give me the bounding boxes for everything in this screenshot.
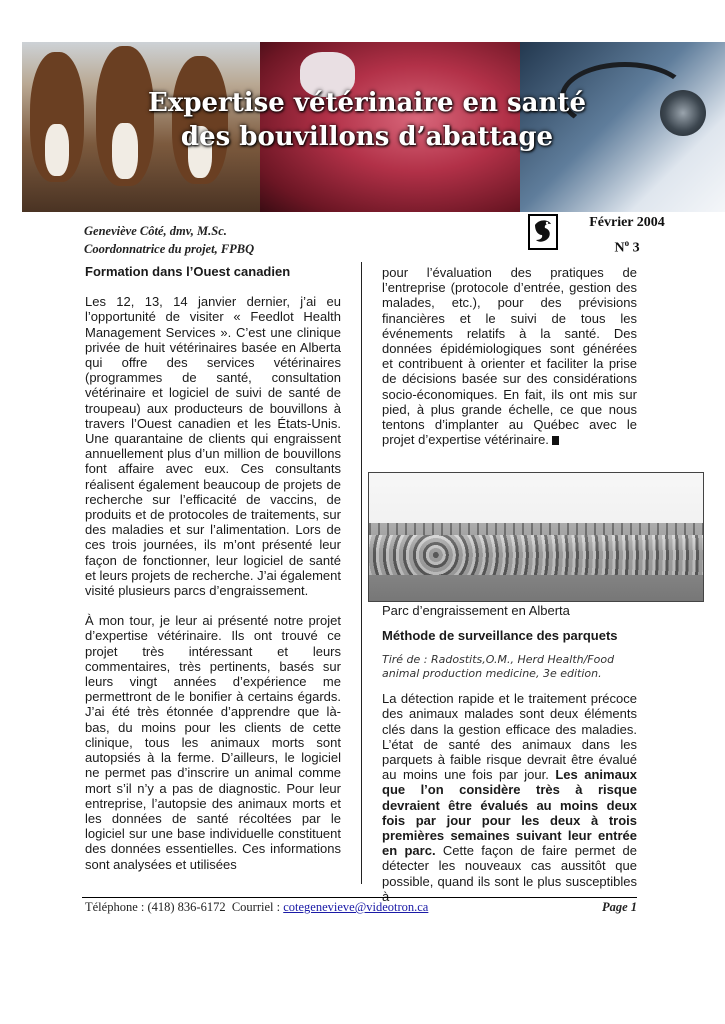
feedlot-photo xyxy=(368,472,704,602)
article-paragraph: La détection rapide et le traitement précoce des animaux malades sont deux éléments clés dans la gestion efficace des maladies. L’état de santé des animaux dans les parquets à faible risque devrait être évalué au moins une fois par jour. Les animaux que l’on considère très à risque devraient être évalués au moins deux fois par jour pour les deux à trois premières semaines suivant leur entrée en parc. Cette façon de faire permet de détecter les nouveaux cas aussitôt que possible, quand ils sont le plus susceptibles xyxy=(382,691,637,889)
page-number: Page 1 xyxy=(601,900,637,914)
footer xyxy=(85,900,637,915)
footer-email-label: Courriel : xyxy=(231,900,281,914)
author-role: Coordonnatrice du projet, FPBQ xyxy=(84,242,255,256)
footer-phone: Téléphone : (418) 836-6172 xyxy=(85,900,226,914)
author-block xyxy=(84,222,254,258)
article-heading: Formation dans l’Ouest canadien xyxy=(85,264,291,279)
article-heading: Méthode de surveillance des parquets xyxy=(382,628,618,643)
issue-date-block xyxy=(572,213,682,259)
article-paragraph: Les 12, 13, 14 janvier dernier, j’ai eu l’opportunité de visiter « Feedlot Health Management Services ». C’est une clinique privée de huit vétérinaires basée en Alberta qui offre des services vétérinaires (programmes de santé, consultation vétérinaire et logiciel de suivi de santé de troupeau) aux producteurs de bouvillons à travers l’Ouest canadien et les États-Unis. Une quarantaine de clients qui engraissent annuellement plus d’un million de bouvillons font affaire avec eux. Ces consultants réalisent également beaucoup de projets de recherche sur l’efficacité de vaccins, de produits et de protocoles de traitements, sur des maladies et sur l’alimentation. Lors de ces trois journées, ils m’ont présenté leur façon de fonctionner, leur logiciel de santé et leurs projets de recherche. J’ai également visité plusieurs parcs d’engraissement. xyxy=(85,294,341,599)
end-of-article-icon xyxy=(552,436,559,445)
article-continuation-column xyxy=(382,265,637,447)
fpbq-logo-icon xyxy=(528,214,558,250)
author-name: Geneviève Côté, dmv, M.Sc. xyxy=(84,224,227,238)
issue-date: Février 2004 xyxy=(589,215,665,230)
article-paragraph: À mon tour, je leur ai présenté notre projet d’expertise vétérinaire. Ils ont trouvé ce projet très intéressant et leurs commentaires, très pertinents, basés sur leurs vingt années d’expérience me permettront de le bonifier à certains égards. J’ai été très étonnée d’apprendre que là-bas, du moins pour les clients de cette clinique, tous les animaux morts sont autopsiés à la ferme. D’ailleurs, le logiciel ne permet pas d’inscrire un animal comme mort s’il n’y a pas de diagnostic. Pour leur entreprise, l’autopsie des animaux morts et les données de santé récoltées par le logiciel sur une base individuelle constituent des données essentielles. Ces informations sont analysées et utilisées xyxy=(85,613,341,872)
source-citation: Tiré de : Radostits,O.M., Herd Health/Food animal production medicine, 3e edition. xyxy=(382,653,615,681)
issue-number: $N^o$ 3 xyxy=(614,238,640,256)
photo-caption: Parc d’engraissement en Alberta xyxy=(382,603,570,618)
footer-rule xyxy=(82,897,637,898)
article-surveillance-column xyxy=(382,628,637,904)
page-title: Expertise vétérinaire en santé des bouvillons d’abattage xyxy=(148,88,586,152)
article-formation-column xyxy=(85,264,341,872)
article-paragraph: pour l’évaluation des pratiques de l’entreprise (protocole d’entrée, gestion des malades, etc.), pour des prévisions financières et le suivi de tous les événements relatifs à la santé. Des données épidémiologiques sont générées et contribuent à orienter et faciliter la prise de décisions basée sur des considérations socio-économiques. En fait, ils ont mis sur pied, à plus grande échelle, ce que nous tentons d’implanter au Québec avec le projet d’expertise vétérinaire. xyxy=(382,265,637,448)
footer-email-link[interactable]: cotegenevieve@videotron.ca xyxy=(283,900,429,914)
column-divider xyxy=(361,262,362,884)
